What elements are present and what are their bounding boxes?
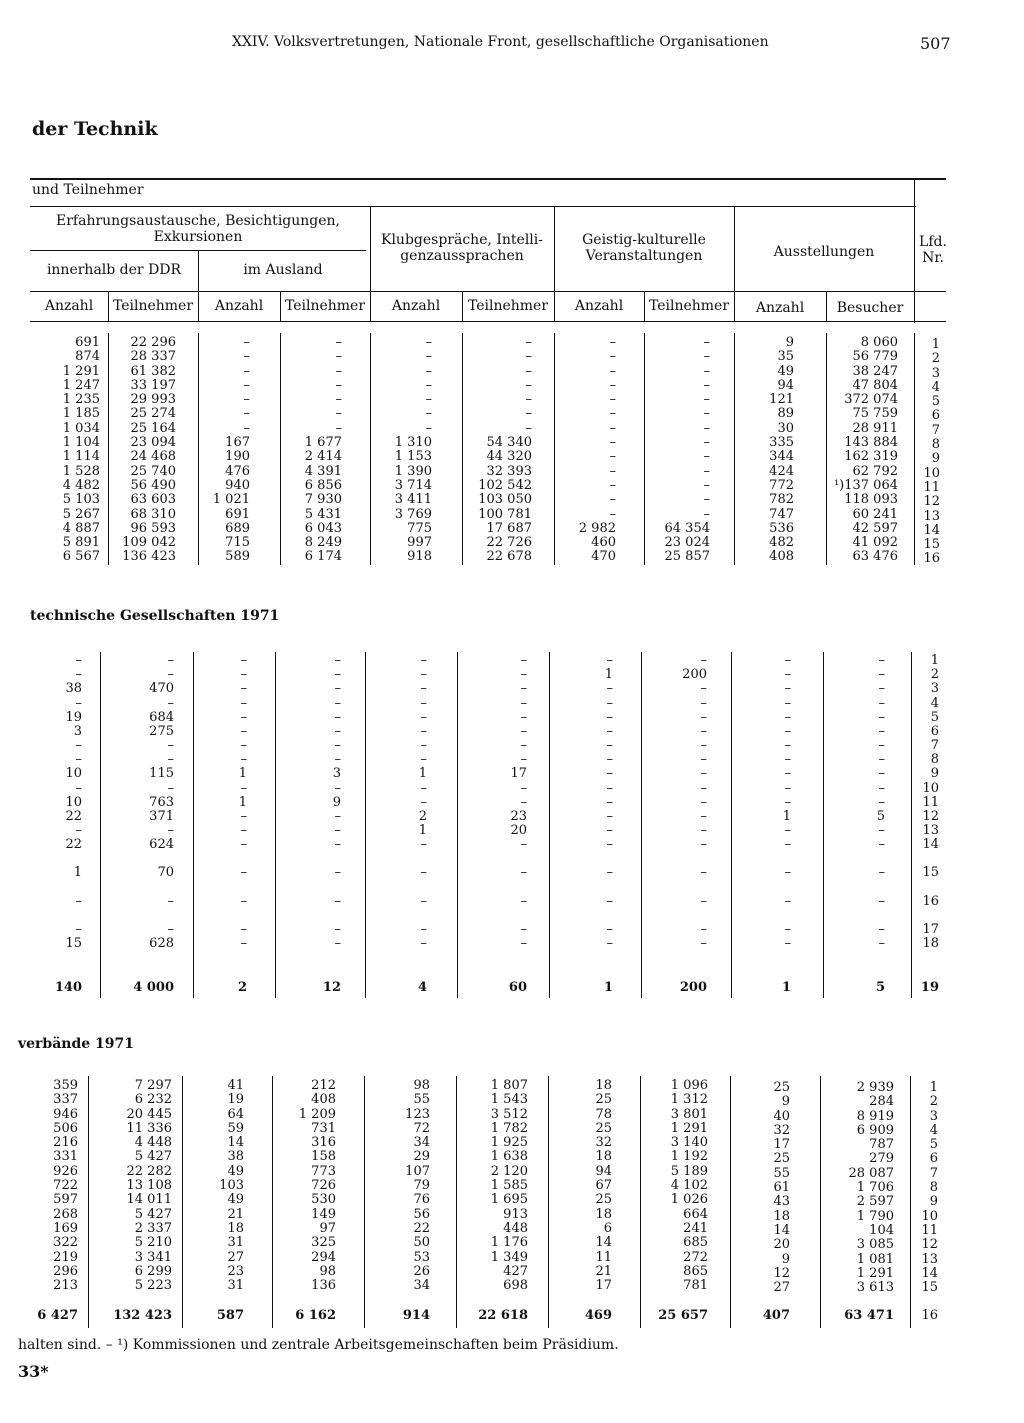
table-cell: –: [240, 837, 247, 852]
table-cell: –: [700, 865, 707, 880]
table-cell: –: [878, 823, 885, 838]
table-cell: 200: [682, 667, 707, 682]
table-cell: –: [420, 936, 427, 951]
table-cell: –: [240, 865, 247, 880]
b1-col-anzahl-ddr: 691 874 1 291 1 247 1 235 1 185 1 034 1 104 1 114 1 528 4 482 5 103 5 267 4 887 5 891 6 567: [62, 335, 100, 565]
table-cell: 70: [157, 865, 174, 880]
table-cell: –: [606, 724, 613, 739]
table-cell: 16: [922, 894, 939, 909]
table-cell: 3: [73, 724, 82, 739]
table-cell: 15: [922, 865, 939, 880]
table-cell: –: [75, 653, 82, 668]
header-exhibitions: Ausstellungen: [773, 244, 875, 260]
table-cell: –: [75, 667, 82, 682]
table-cell: –: [520, 795, 527, 810]
table-cell: –: [520, 936, 527, 951]
table-cell: –: [334, 894, 341, 909]
table-cell: –: [700, 653, 707, 668]
table-cell: –: [878, 738, 885, 753]
total-cell: 16: [921, 1308, 938, 1323]
header-within-ddr: innerhalb der DDR: [46, 262, 182, 278]
table-cell: –: [700, 781, 707, 796]
table-cell: 1: [73, 865, 82, 880]
table-cell: –: [167, 894, 174, 909]
total-cell: 4 000: [133, 980, 174, 995]
table-cell: –: [878, 894, 885, 909]
table-cell: –: [606, 795, 613, 810]
table-cell: 13: [922, 823, 939, 838]
table-cell: –: [784, 766, 791, 781]
b3-col-teilnehmer-ddr: 7 297 6 232 20 445 11 336 4 448 5 427 22 282 13 108 14 011 5 427 2 337 5 210 3 341 6 299 5 223: [126, 1078, 172, 1294]
table-cell: –: [420, 738, 427, 753]
table-cell: –: [878, 837, 885, 852]
table-cell: 624: [149, 837, 174, 852]
table-cell: –: [240, 696, 247, 711]
header-anzahl-2: Anzahl: [214, 298, 264, 314]
table-cell: 23: [510, 809, 527, 824]
table-cell: –: [420, 865, 427, 880]
table-cell: 5: [930, 710, 939, 725]
b1-col-besucher: 8 060 56 779 38 247 47 804 372 074 75 759 28 911 143 884 162 319 62 792 ¹)137 064 118 093 60 241 42 597 41 092 63 476: [833, 335, 898, 565]
table-cell: –: [334, 936, 341, 951]
table-cell: 6: [930, 724, 939, 739]
table-cell: 684: [149, 710, 174, 725]
table-cell: –: [240, 724, 247, 739]
table-cell: –: [878, 681, 885, 696]
table-cell: –: [606, 823, 613, 838]
table-cell: –: [420, 681, 427, 696]
b1-col-anzahl-ausst: 9 35 49 94 121 89 30 335 344 424 772 782 747 536 482 408: [769, 335, 794, 565]
table-cell: –: [784, 823, 791, 838]
table-cell: 22: [65, 809, 82, 824]
table-cell: –: [520, 710, 527, 725]
table-cell: 1: [238, 795, 247, 810]
table-cell: –: [606, 894, 613, 909]
table-cell: 275: [149, 724, 174, 739]
b1-col-lfd: 1 2 3 4 5 6 7 8 9 10 11 12 13 14 15 16: [923, 337, 940, 567]
table-cell: 18: [922, 936, 939, 951]
header-group-exchanges: Erfahrungsaustausche, Besichtigungen, Exkursionen: [56, 213, 340, 245]
table-cell: –: [700, 766, 707, 781]
table-cell: –: [334, 681, 341, 696]
header-abroad: im Ausland: [243, 262, 323, 278]
table-cell: –: [606, 922, 613, 937]
total-cell: 140: [54, 980, 82, 995]
table-cell: –: [167, 823, 174, 838]
b3-col-anzahl-ausland: 41 19 64 59 14 38 49 103 49 21 18 31 27 23 31: [219, 1078, 244, 1294]
header-rule-4: [30, 321, 946, 322]
table-cell: 1: [782, 809, 791, 824]
header-club-talks: Klubgespräche, Intelli- genzaussprachen: [380, 232, 543, 264]
table-cell: –: [700, 738, 707, 753]
table-cell: –: [878, 653, 885, 668]
table-cell: 10: [922, 781, 939, 796]
table-cell: –: [240, 752, 247, 767]
table-cell: –: [334, 837, 341, 852]
b1-col-teilnehmer-ausland: – – – – – – – 1 677 2 414 4 391 6 856 7 930 5 431 6 043 8 249 6 174: [304, 335, 342, 565]
table-cell: –: [520, 724, 527, 739]
table-cell: –: [167, 696, 174, 711]
table-cell: –: [167, 922, 174, 937]
b3-col-anzahl-ausst: 25 9 40 32 17 25 55 61 43 18 14 20 9 12 27: [773, 1080, 790, 1296]
table-cell: –: [75, 738, 82, 753]
table-cell: –: [606, 766, 613, 781]
running-header: XXIV. Volksvertretungen, Nationale Front, gesellschaftliche Organisationen: [232, 34, 769, 50]
b3-col-besucher: 2 939 284 8 919 6 909 787 279 28 087 1 706 2 597 1 790 104 3 085 1 081 1 291 3 613: [848, 1080, 894, 1296]
table-cell: –: [700, 724, 707, 739]
table-cell: –: [334, 696, 341, 711]
header-teilnehmer-2: Teilnehmer: [284, 298, 366, 314]
table-cell: –: [606, 936, 613, 951]
table-cell: –: [606, 781, 613, 796]
table-cell: 17: [510, 766, 527, 781]
table-cell: –: [878, 724, 885, 739]
table-cell: –: [420, 894, 427, 909]
total-cell: 407: [762, 1308, 790, 1323]
table-cell: –: [606, 752, 613, 767]
table-top-rule: [30, 178, 946, 180]
table-cell: 115: [149, 766, 174, 781]
table-cell: –: [420, 837, 427, 852]
table-cell: –: [420, 724, 427, 739]
table-cell: 8: [930, 752, 939, 767]
table-cell: –: [520, 752, 527, 767]
header-lfd-nr: Lfd. Nr.: [919, 234, 947, 266]
table-cell: 1: [930, 653, 939, 668]
table-cell: 20: [510, 823, 527, 838]
total-cell: 12: [322, 980, 341, 995]
table-cell: –: [878, 766, 885, 781]
table-cell: –: [606, 696, 613, 711]
table-cell: 14: [922, 837, 939, 852]
table-cell: –: [75, 894, 82, 909]
table-cell: –: [75, 823, 82, 838]
table-cell: 371: [149, 809, 174, 824]
total-cell: 6 162: [295, 1308, 336, 1323]
table-cell: –: [784, 795, 791, 810]
table-cell: 7: [930, 738, 939, 753]
total-cell: 587: [216, 1308, 244, 1323]
table-cell: –: [167, 738, 174, 753]
table-cell: 2: [418, 809, 427, 824]
table-cell: –: [420, 667, 427, 682]
table-cell: –: [700, 837, 707, 852]
total-cell: 1: [781, 980, 791, 995]
table-cell: 10: [65, 795, 82, 810]
table-cell: –: [878, 781, 885, 796]
table-cell: –: [784, 710, 791, 725]
table-cell: –: [334, 724, 341, 739]
table-cell: –: [75, 781, 82, 796]
table-cell: 9: [332, 795, 341, 810]
table-cell: –: [334, 752, 341, 767]
table-cell: –: [784, 667, 791, 682]
b3-col-lfd: 1 2 3 4 5 6 7 8 9 10 11 12 13 14 15: [921, 1080, 938, 1296]
table-cell: 2: [930, 667, 939, 682]
table-cell: –: [167, 667, 174, 682]
table-cell: –: [334, 738, 341, 753]
table-cell: –: [75, 922, 82, 937]
table-cell: –: [240, 681, 247, 696]
header-teilnehmer-4: Teilnehmer: [648, 298, 730, 314]
table-cell: –: [334, 865, 341, 880]
table-cell: –: [240, 809, 247, 824]
table-cell: –: [784, 752, 791, 767]
table-cell: –: [784, 781, 791, 796]
table-cell: –: [420, 795, 427, 810]
table-cell: 4: [930, 696, 939, 711]
header-teilnehmer-1: Teilnehmer: [112, 298, 194, 314]
table-cell: –: [784, 653, 791, 668]
table-cell: 15: [65, 936, 82, 951]
table-cell: 5: [876, 809, 885, 824]
total-cell: 5: [875, 980, 885, 995]
total-cell: 22 618: [478, 1308, 528, 1323]
b1-col-anzahl-kultur: – – – – – – – – – – – – – 2 982 460 470: [578, 335, 616, 565]
table-cell: –: [784, 681, 791, 696]
table-cell: –: [878, 710, 885, 725]
page-number: 507: [920, 34, 951, 53]
table-cell: –: [240, 823, 247, 838]
table-cell: –: [75, 752, 82, 767]
table-cell: –: [606, 865, 613, 880]
table-cell: –: [334, 809, 341, 824]
total-cell: 200: [679, 980, 707, 995]
table-cell: 1: [418, 766, 427, 781]
block2-title: technische Gesellschaften 1971: [30, 608, 280, 624]
table-cell: 19: [65, 710, 82, 725]
table-cell: –: [334, 653, 341, 668]
table-cell: –: [700, 894, 707, 909]
table-cell: –: [784, 894, 791, 909]
table-cell: –: [784, 837, 791, 852]
table-cell: –: [240, 710, 247, 725]
table-cell: –: [240, 653, 247, 668]
table-cell: –: [606, 837, 613, 852]
table-cell: –: [420, 781, 427, 796]
total-cell: 60: [508, 980, 527, 995]
header-anzahl-3: Anzahl: [391, 298, 441, 314]
table-cell: –: [878, 667, 885, 682]
b1-col-teilnehmer-kultur: – – – – – – – – – – – – – 64 354 23 024 25 857: [664, 335, 710, 565]
table-cell: 3: [930, 681, 939, 696]
table-cell: –: [240, 781, 247, 796]
header-teilnehmer-3: Teilnehmer: [467, 298, 549, 314]
table-caption: und Teilnehmer: [32, 182, 144, 198]
b1-col-anzahl-ausland: – – – – – – – 167 190 476 940 1 021 691 689 715 589: [212, 335, 250, 565]
table-cell: –: [700, 681, 707, 696]
table-cell: 38: [65, 681, 82, 696]
table-cell: –: [878, 922, 885, 937]
table-cell: –: [520, 922, 527, 937]
total-cell: 1: [603, 980, 613, 995]
table-cell: 3: [332, 766, 341, 781]
table-cell: 763: [149, 795, 174, 810]
table-cell: 22: [65, 837, 82, 852]
table-cell: –: [700, 696, 707, 711]
table-cell: –: [606, 710, 613, 725]
total-cell: 19: [920, 980, 939, 995]
table-cell: –: [240, 738, 247, 753]
b1-col-teilnehmer-ddr: 22 296 28 337 61 382 33 197 29 993 25 274 25 164 23 094 24 468 25 740 56 490 63 603 68 310 96 593 109 042 136 423: [122, 335, 176, 565]
table-cell: –: [167, 752, 174, 767]
table-cell: –: [878, 936, 885, 951]
header-anzahl-1: Anzahl: [44, 298, 94, 314]
table-cell: –: [240, 894, 247, 909]
table-cell: –: [700, 710, 707, 725]
table-cell: –: [334, 922, 341, 937]
table-cell: –: [75, 696, 82, 711]
header-rule-1: [30, 206, 916, 207]
table-cell: –: [784, 865, 791, 880]
total-cell: 63 471: [844, 1308, 894, 1323]
total-cell: 469: [584, 1308, 612, 1323]
block3-title: verbände 1971: [18, 1036, 134, 1052]
table-cell: –: [784, 936, 791, 951]
table-cell: –: [606, 809, 613, 824]
table-cell: –: [700, 823, 707, 838]
b3-col-anzahl-ddr: 359 337 946 506 216 331 926 722 597 268 169 322 219 296 213: [53, 1078, 78, 1294]
table-cell: –: [520, 781, 527, 796]
total-cell: 6 427: [37, 1308, 78, 1323]
table-cell: 9: [930, 766, 939, 781]
table-cell: –: [606, 653, 613, 668]
total-cell: 25 657: [658, 1308, 708, 1323]
table-cell: –: [878, 865, 885, 880]
total-cell: 914: [402, 1308, 430, 1323]
table-cell: –: [784, 696, 791, 711]
signature-mark: 33*: [18, 1362, 49, 1381]
b1-col-teilnehmer-klub: – – – – – – – 54 340 44 320 32 393 102 542 103 050 100 781 17 687 22 726 22 678: [478, 335, 532, 565]
b3-col-anzahl-klub: 98 55 123 72 34 29 107 79 76 56 22 50 53 26 34: [405, 1078, 430, 1294]
header-anzahl-4: Anzahl: [574, 298, 624, 314]
table-cell: –: [520, 667, 527, 682]
table-cell: –: [420, 752, 427, 767]
table-cell: –: [334, 823, 341, 838]
total-cell: 2: [237, 980, 247, 995]
b3-col-anzahl-kultur: 18 25 78 25 32 18 94 67 25 18 6 14 11 21 17: [595, 1078, 612, 1294]
b1-col-anzahl-klub: – – – – – – – 1 310 1 153 1 390 3 714 3 411 3 769 775 997 918: [394, 335, 432, 565]
table-cell: 470: [149, 681, 174, 696]
table-cell: –: [606, 738, 613, 753]
table-cell: –: [606, 681, 613, 696]
table-cell: –: [700, 936, 707, 951]
footnote: halten sind. – ¹) Kommissionen und zentrale Arbeitsgemeinschaften beim Präsidium.: [18, 1337, 619, 1353]
table-cell: –: [520, 696, 527, 711]
table-cell: –: [240, 667, 247, 682]
table-cell: –: [420, 696, 427, 711]
b3-col-teilnehmer-kultur: 1 096 1 312 3 801 1 291 3 140 1 192 5 189 4 102 1 026 664 241 685 272 865 781: [670, 1078, 708, 1294]
table-cell: –: [878, 696, 885, 711]
table-cell: –: [240, 922, 247, 937]
header-rule-3: [30, 291, 946, 292]
table-cell: –: [240, 936, 247, 951]
table-cell: 10: [65, 766, 82, 781]
table-cell: –: [520, 837, 527, 852]
header-anzahl-5: Anzahl: [755, 300, 805, 316]
header-besucher: Besucher: [836, 300, 904, 316]
table-cell: –: [520, 865, 527, 880]
table-cell: –: [700, 922, 707, 937]
table-cell: –: [420, 710, 427, 725]
table-cell: 628: [149, 936, 174, 951]
total-cell: 132 423: [113, 1308, 172, 1323]
table-cell: –: [334, 710, 341, 725]
b3-col-teilnehmer-klub: 1 807 1 543 3 512 1 782 1 925 1 638 2 120 1 585 1 695 913 448 1 176 1 349 427 698: [490, 1078, 528, 1294]
table-cell: –: [700, 809, 707, 824]
header-cultural-events: Geistig-kulturelle Veranstaltungen: [582, 232, 706, 264]
table-cell: 1: [238, 766, 247, 781]
table-cell: 11: [922, 795, 939, 810]
table-cell: –: [878, 752, 885, 767]
table-cell: –: [878, 795, 885, 810]
table-cell: –: [167, 653, 174, 668]
table-cell: –: [420, 922, 427, 937]
table-cell: –: [334, 667, 341, 682]
table-cell: 17: [922, 922, 939, 937]
table-cell: 12: [922, 809, 939, 824]
table-cell: –: [784, 724, 791, 739]
table-cell: –: [520, 738, 527, 753]
total-cell: 4: [417, 980, 427, 995]
table-cell: –: [784, 922, 791, 937]
table-cell: –: [520, 681, 527, 696]
b3-col-teilnehmer-ausland: 212 408 1 209 731 316 158 773 726 530 149 97 325 294 98 136: [298, 1078, 336, 1294]
table-cell: –: [334, 781, 341, 796]
table-cell: –: [520, 894, 527, 909]
table-cell: –: [784, 738, 791, 753]
table-cell: –: [167, 781, 174, 796]
table-cell: 1: [604, 667, 613, 682]
table-cell: –: [520, 653, 527, 668]
table-cell: 1: [418, 823, 427, 838]
table-cell: –: [420, 653, 427, 668]
table-cell: –: [700, 795, 707, 810]
table-cell: –: [700, 752, 707, 767]
section-title: der Technik: [32, 118, 158, 140]
